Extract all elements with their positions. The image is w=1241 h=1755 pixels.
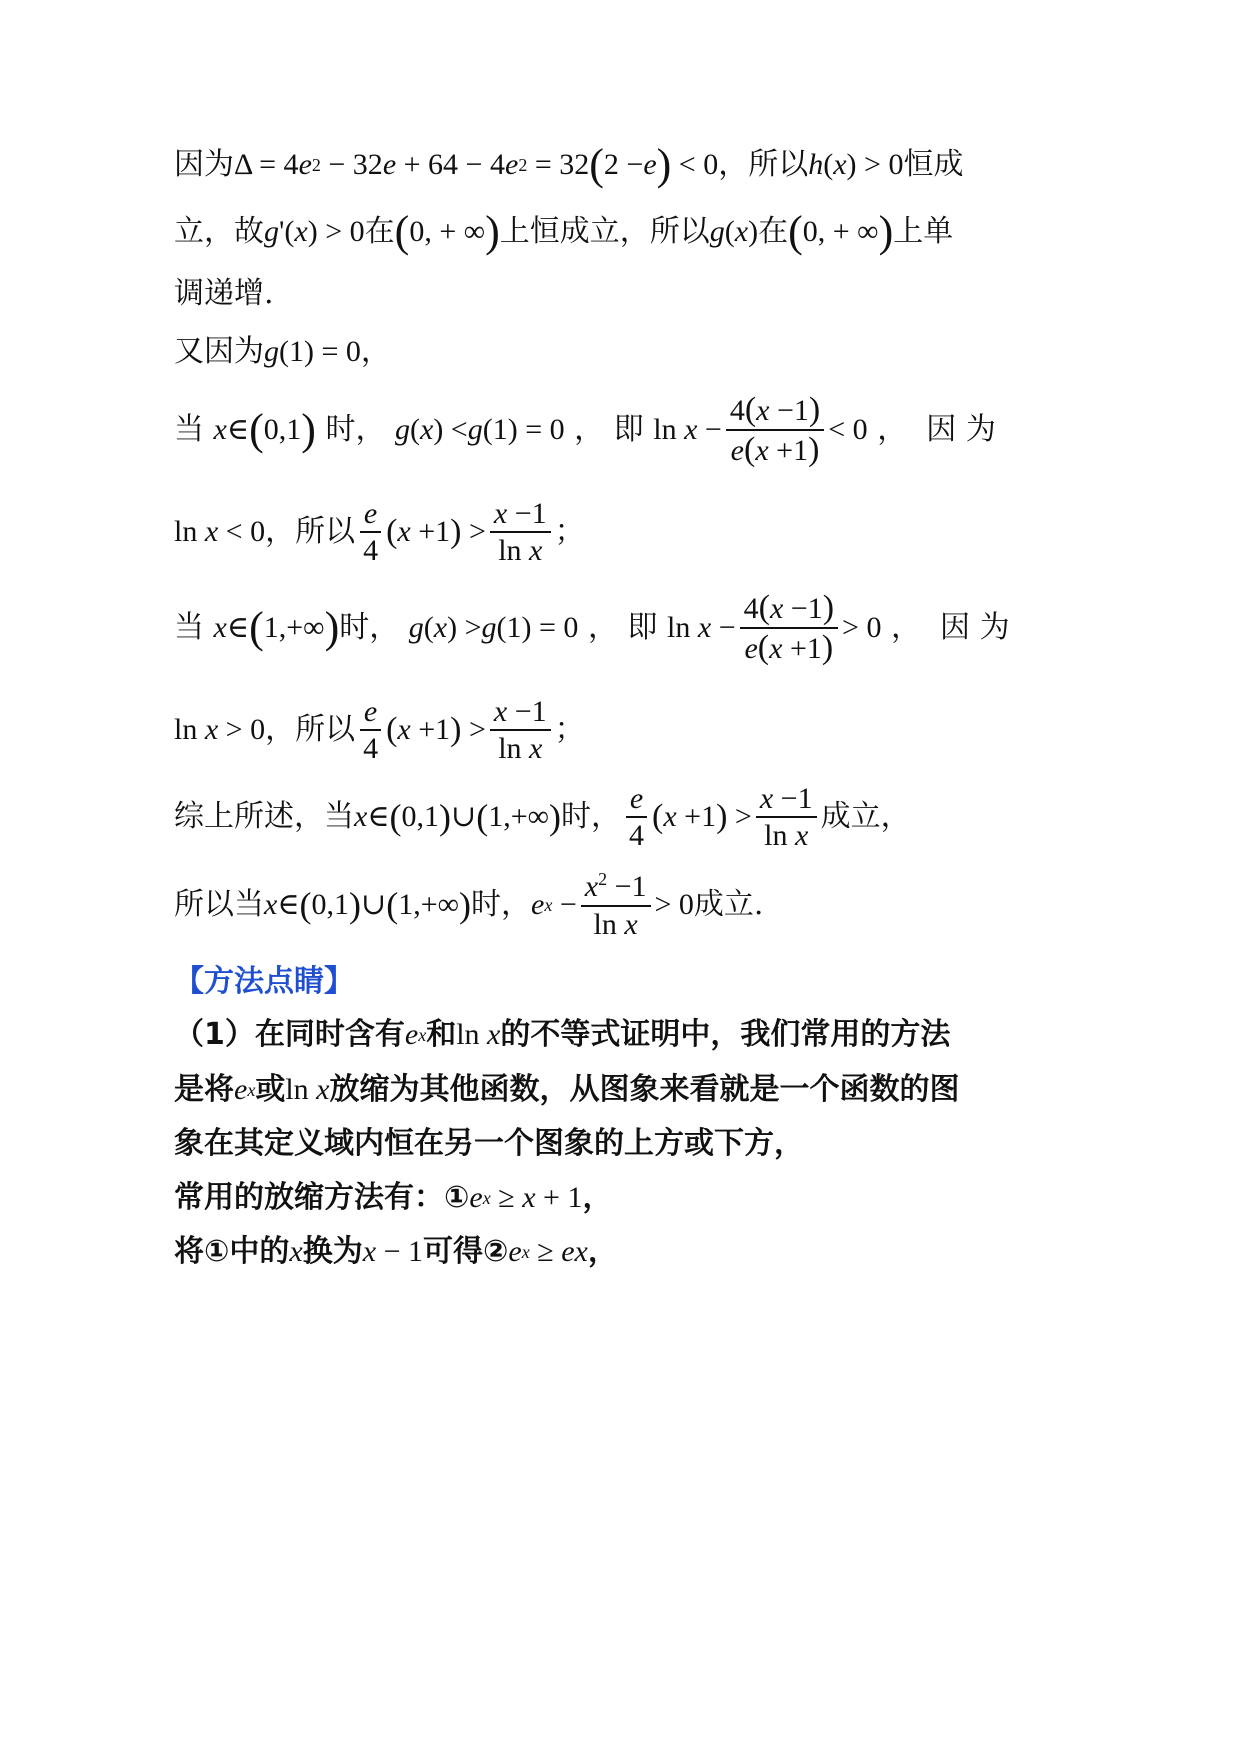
fraction-x-1-over-lnx-2: $\frac{x -1}{\text{ln x}}$ [490,696,551,765]
fraction-e-over-4-3: $\frac{e}{4}$ [625,783,648,852]
fraction-e-over-4: $\frac{e}{4}$ [359,498,382,567]
text-line-6: ln x < 0 ，所以 $\frac{e}{4}$ ( x +1 ) > $\frac{x -1}{\text{ln x}}$ ； [174,496,585,567]
text-line-5: 当 x ∈ ( 0,1 ) 时， g ( x ) < g (1) = 0 ， 即 ln x − $\frac{4(x -1)}{e(x +1)}$ < 0 ， 因 为 [174,391,996,468]
text-line-4: 又因为 g (1) = 0 ， [174,334,391,369]
fraction-e-over-4-2: $\frac{e}{4}$ [359,696,382,765]
fraction-4x-1-over-ex+1-2: $\frac{4(x -1)}{e(x +1)}$ [740,591,838,665]
document-page [174,0,1094,1755]
fraction-4x-1-over-ex+1: $\frac{4(x -1)}{e(x +1)}$ [726,393,824,467]
text-line-8: ln x > 0 ，所以 $\frac{e}{4}$ ( x +1 ) > $\frac{x -1}{\text{ln x}}$ ； [174,694,585,765]
text-line-9: 综上所述，当 x ∈ ( 0,1 ) ∪ ( 1,+∞ ) 时， $\frac{e}{4}$ ( x +1 ) > $\frac{x -1}{\text{ln x}}$ 成立， [174,781,911,852]
fraction-x2-1-over-lnx: $\frac{x^2 -1}{\text{ln x}}$ [581,870,651,940]
text-line-2: 立，故 g '( x ) > 0 在 ( 0, + ∞ ) 上恒成立，所以 g ( x ) 在 ( 0, + ∞ ) 上单 [174,207,954,256]
text-line-10: 所以当 x ∈ ( 0,1 ) ∪ ( 1,+∞ ) 时， e x − $\frac{x^2 -1}{\text{ln x}}$ > 0 成立. [174,869,764,941]
method-line-5: 将①中的 x 换为 x − 1 可得② e x ≥ ex ， [174,1234,618,1269]
fraction-x-1-over-lnx-3: $\frac{x -1}{\text{ln x}}$ [756,783,817,852]
method-heading: 【方法点睛】 [174,964,354,999]
method-line-3: 象在其定义域内恒在另一个图象的上方或下方， [174,1126,804,1161]
fraction-x-1-over-lnx: $\frac{x -1}{\text{ln x}}$ [490,498,551,567]
text-line-3: 调递增. [174,276,274,311]
text-line-1: 因为 Δ = 4 e 2 − 32 e + 64 − 4 e 2 = 32 ( 2 − e ) < 0 ，所以 h ( x ) > 0 恒成 [174,140,964,189]
text-line-7: 当 x ∈ ( 1,+∞ ) 时， g ( x ) > g (1) = 0 ， 即 ln x − $\frac{4(x -1)}{e(x +1)}$ > 0 ， 因 为 [174,589,1010,666]
method-line-4: 常用的放缩方法有：① e x ≥ x + 1 ， [174,1180,613,1215]
method-line-1: （1）在同时含有 e x 和 ln x 的不等式证明中，我们常用的方法 [174,1017,951,1052]
method-line-2: 是将 e x 或 ln x 放缩为其他函数，从图象来看就是一个函数的图 [174,1072,960,1107]
